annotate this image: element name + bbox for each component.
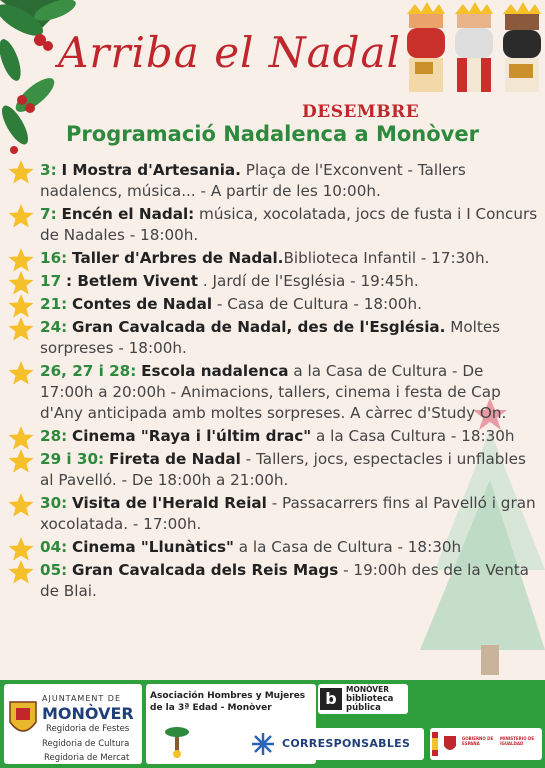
ajuntament-name: MONÒVER	[42, 704, 134, 723]
event-name: Cinema "Llunàtics"	[72, 538, 234, 556]
event-name: Visita de l'Herald Reial	[72, 494, 267, 512]
corresponsables-logo	[246, 728, 424, 760]
snowflake-icon	[250, 731, 276, 757]
event-details: Biblioteca Infantil - 17:30h.	[283, 249, 490, 267]
event-details: música, xocolatada, jocs de fusta i I Concurs de Nadales - 18:00h.	[40, 205, 538, 244]
event-day: 17	[40, 272, 62, 290]
shield-icon	[442, 734, 458, 754]
library-town: MONÒVER	[346, 685, 389, 694]
ministry-logo	[430, 728, 542, 760]
event-details: a la Casa de Cultura - De 17:00h a 20:00h - Animacions, tallers, cinema i festa de Cap d'Any anticipada amb moltes sorpreses. A càrrec d'Study On.	[40, 362, 507, 422]
palm-tree-icon	[164, 722, 190, 758]
event-name: : Betlem Vivent	[65, 272, 199, 290]
event-item	[8, 160, 538, 202]
event-details: - 19:00h des de la Venta de Blai.	[40, 561, 529, 600]
event-day: 05:	[40, 561, 68, 579]
ministerio-label: MINISTERIO DE IGUALDAD	[500, 736, 535, 746]
event-day: 3:	[40, 161, 57, 179]
event-item	[8, 560, 538, 602]
event-day: 16:	[40, 249, 68, 267]
month-label: DESEMBRE	[302, 102, 420, 122]
event-item	[8, 537, 538, 558]
event-item	[8, 294, 538, 315]
event-list	[8, 160, 538, 604]
event-details: Moltes sorpreses - 18:00h.	[40, 318, 501, 357]
event-details: - Casa de Cultura - 18:00h.	[212, 295, 422, 313]
event-name: Gran Cavalcada de Nadal, des de l'Església.	[72, 318, 446, 336]
ajuntament-label: AJUNTAMENT DE	[42, 694, 121, 703]
star-icon	[8, 360, 34, 386]
event-details: a la Casa de Cultura - 18:30h	[233, 538, 462, 556]
page-title: Arriba el Nadal	[58, 28, 401, 77]
event-details: Plaça de l'Exconvent - Tallers nadalencs, música... - A partir de les 10:00h.	[40, 161, 466, 200]
three-kings-illustration	[395, 0, 545, 92]
event-item	[8, 204, 538, 246]
event-name: Taller d'Arbres de Nadal.	[72, 249, 284, 267]
regidoria-festes: Regidoria de Festes	[46, 724, 130, 734]
star-icon	[8, 159, 34, 185]
event-day: 28:	[40, 427, 68, 445]
star-icon	[8, 316, 34, 342]
event-day: 30:	[40, 494, 68, 512]
regidoria-mercat: Regidoria de Mercat	[44, 753, 130, 763]
star-icon	[8, 448, 34, 474]
library-word2: pública	[346, 703, 381, 713]
star-icon	[8, 559, 34, 585]
event-name: I Mostra d'Artesania.	[61, 161, 241, 179]
event-item	[8, 248, 538, 269]
event-details: - Passacarrers fins al Pavelló i gran xocolatada. - 17:00h.	[40, 494, 536, 533]
star-icon	[8, 492, 34, 518]
event-day: 7:	[40, 205, 57, 223]
event-day: 26, 27 i 28:	[40, 362, 137, 380]
star-icon	[8, 203, 34, 229]
ajuntament-logo	[4, 684, 142, 764]
holly-decoration	[0, 0, 110, 180]
association-name: Asociación Hombres y Mujeres de la 3ª Edad - Monòver	[150, 691, 306, 713]
gobierno-label: GOBIERNO DE ESPAÑA	[462, 736, 494, 746]
coat-of-arms-icon	[8, 698, 38, 742]
event-name: Escola nadalenca	[141, 362, 289, 380]
event-details: - Tallers, jocs, espectacles i unflables al Pavelló. - De 18:00h a 21:00h.	[40, 450, 526, 489]
footer-logos	[0, 680, 545, 768]
flag-icon	[432, 732, 438, 756]
event-item	[8, 271, 538, 292]
program-subtitle: Programació Nadalenca a Monòver	[66, 122, 479, 146]
event-day: 21:	[40, 295, 68, 313]
event-day: 04:	[40, 538, 68, 556]
event-item	[8, 493, 538, 535]
event-item	[8, 426, 538, 447]
event-name: Cinema "Raya i l'últim drac"	[72, 427, 312, 445]
regidoria-cultura: Regidoria de Cultura	[42, 739, 130, 749]
event-item	[8, 361, 538, 424]
event-day: 29 i 30:	[40, 450, 105, 468]
event-details: a la Casa Cultura - 18:30h	[311, 427, 515, 445]
event-day: 24:	[40, 318, 68, 336]
event-name: Encén el Nadal:	[61, 205, 195, 223]
event-details: . Jardí de l'Església - 19:45h.	[198, 272, 419, 290]
event-name: Fireta de Nadal	[108, 450, 241, 468]
corresponsables-label: CORRESPONSABLES	[282, 737, 411, 750]
library-logo	[318, 684, 408, 714]
library-icon: b	[320, 688, 342, 710]
event-item	[8, 317, 538, 359]
library-word1: biblioteca	[346, 694, 394, 704]
event-name: Gran Cavalcada dels Reis Mags	[72, 561, 339, 579]
event-item	[8, 449, 538, 491]
event-name: Contes de Nadal	[72, 295, 213, 313]
